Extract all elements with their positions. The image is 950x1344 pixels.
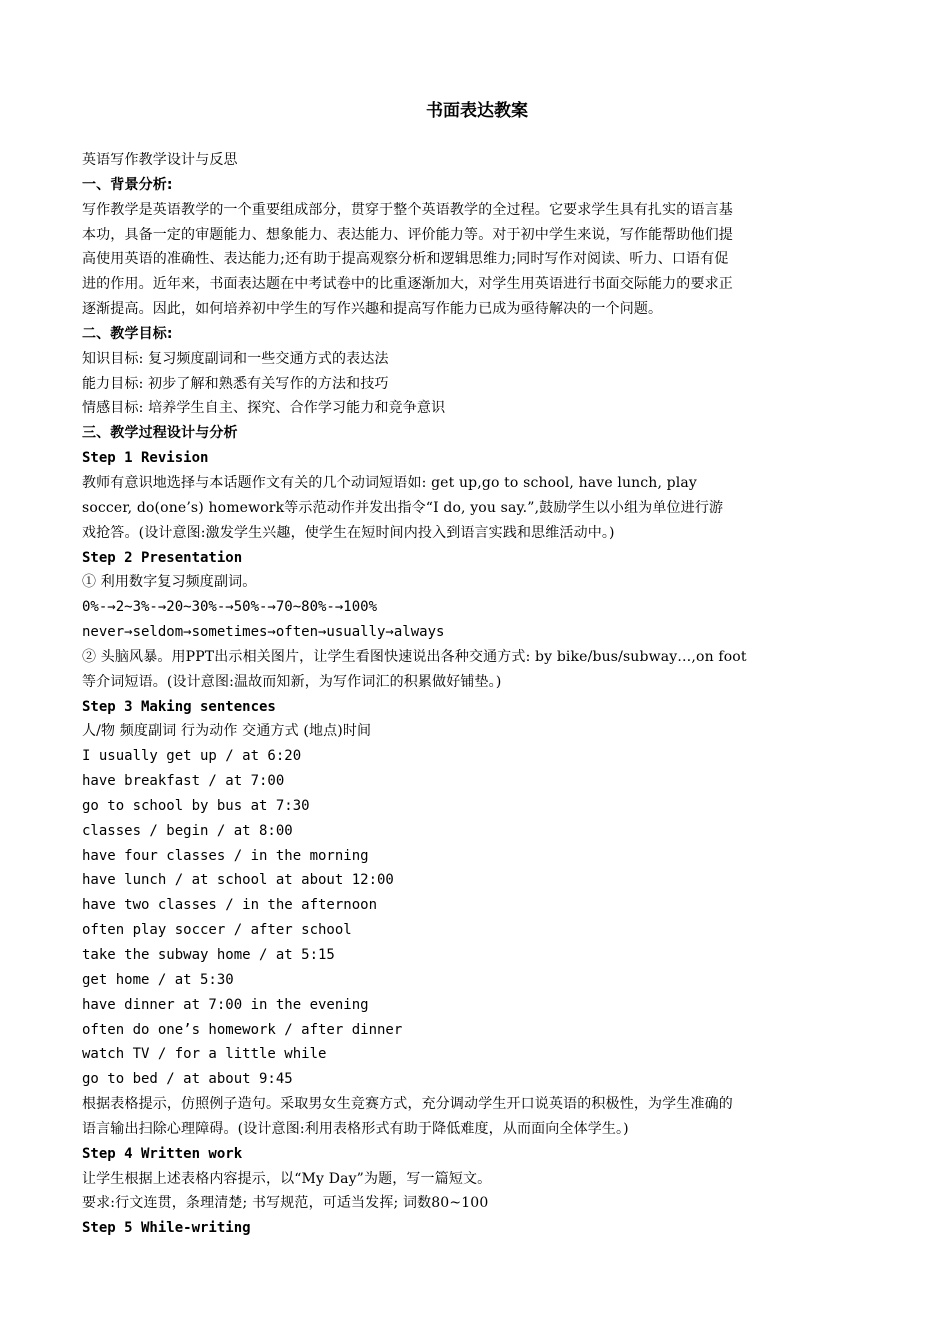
paragraph-line: 语言输出扫除心理障碍。(设计意图:利用表格形式有助于降低难度，从而面向全体学生。) xyxy=(82,1120,629,1137)
paragraph-line: soccer, do(one’s) homework等示范动作并发出指令“I do, you say.”,鼓励学生以小组为单位进行游 xyxy=(82,499,724,516)
step-heading: Step 3 Making sentences xyxy=(82,698,276,715)
paragraph-line: 让学生根据上述表格内容提示，以“My Day”为题，写一篇短文。 xyxy=(82,1170,492,1187)
step-heading: Step 4 Written work xyxy=(82,1145,243,1162)
example-line: have lunch / at school at about 12:00 xyxy=(82,872,394,889)
paragraph-line: ② 头脑风暴。用PPT出示相关图片，让学生看图快速说出各种交通方式: by bike/bus/subway…,on foot xyxy=(82,648,747,665)
example-line: go to school by bus at 7:30 xyxy=(82,797,310,814)
paragraph-line: 高使用英语的准确性、表达能力;还有助于提高观察分析和逻辑思维力;同时写作对阅读、听力、口语有促 xyxy=(82,251,729,268)
paragraph-line: 本功，具备一定的审题能力、想象能力、表达能力、评价能力等。对于初中学生来说，写作能帮助他们提 xyxy=(82,226,733,243)
paragraph-line: 能力目标: 初步了解和熟悉有关写作的方法和技巧 xyxy=(82,375,389,392)
document-title: 书面表达教案 xyxy=(426,101,528,121)
example-line: never→seldom→sometimes→often→usually→always xyxy=(82,624,445,641)
step-heading: Step 1 Revision xyxy=(82,450,209,467)
example-line: have dinner at 7:00 in the evening xyxy=(82,996,369,1013)
example-line: 0%-→2~3%-→20~30%-→50%-→70~80%-→100% xyxy=(82,599,378,616)
paragraph-line: 英语写作教学设计与反思 xyxy=(82,152,238,168)
paragraph-line: 写作教学是英语教学的一个重要组成部分，贯穿于整个英语教学的全过程。它要求学生具有扎实的语言基 xyxy=(82,201,733,218)
step-heading: Step 2 Presentation xyxy=(82,549,243,566)
paragraph-line: 要求:行文连贯，条理清楚; 书写规范，可适当发挥; 词数80~100 xyxy=(82,1195,489,1212)
example-line: I usually get up / at 6:20 xyxy=(82,748,302,765)
paragraph-line: 进的作用。近年来，书面表达题在中考试卷中的比重逐渐加大，对学生用英语进行书面交际能力的要求正 xyxy=(82,276,733,293)
paragraph-line: 人/物 频度副词 行为动作 交通方式 (地点)时间 xyxy=(82,723,372,740)
example-line: take the subway home / at 5:15 xyxy=(82,947,335,963)
section-heading: 三、教学过程设计与分析 xyxy=(82,425,238,442)
step-heading: Step 5 While-writing xyxy=(82,1220,251,1237)
paragraph-line: 等介词短语。(设计意图:温故而知新，为写作词汇的积累做好铺垫。) xyxy=(82,673,502,690)
example-line: often play soccer / after school xyxy=(82,922,352,939)
paragraph-line: 根据表格提示，仿照例子造句。采取男女生竞赛方式，充分调动学生开口说英语的积极性，为学生准确的 xyxy=(82,1096,733,1113)
paragraph-line: 情感目标: 培养学生自主、探究、合作学习能力和竞争意识 xyxy=(82,400,446,417)
paragraph-line: ① 利用数字复习频度副词。 xyxy=(82,574,257,591)
example-line: classes / begin / at 8:00 xyxy=(82,822,293,839)
document-page xyxy=(82,98,872,1241)
paragraph-line: 戏抢答。(设计意图:激发学生兴趣，使学生在短时间内投入到语言实践和思维活动中。) xyxy=(82,524,615,541)
example-line: go to bed / at about 9:45 xyxy=(82,1071,293,1088)
document-body xyxy=(82,148,872,1241)
example-line: often do one’s homework / after dinner xyxy=(82,1021,403,1038)
example-line: have breakfast / at 7:00 xyxy=(82,773,285,790)
example-line: have two classes / in the afternoon xyxy=(82,897,378,914)
example-line: watch TV / for a little while xyxy=(82,1046,327,1063)
example-line: get home / at 5:30 xyxy=(82,971,234,988)
section-heading: 二、教学目标: xyxy=(82,325,173,342)
example-line: have four classes / in the morning xyxy=(82,847,369,864)
paragraph-line: 逐渐提高。因此，如何培养初中学生的写作兴趣和提高写作能力已成为亟待解决的一个问题。 xyxy=(82,301,663,318)
section-heading: 一、背景分析: xyxy=(82,176,173,193)
paragraph-line: 知识目标: 复习频度副词和一些交通方式的表达法 xyxy=(82,350,389,367)
paragraph-line: 教师有意识地选择与本话题作文有关的几个动词短语如: get up,go to school, have lunch, play xyxy=(82,474,697,491)
